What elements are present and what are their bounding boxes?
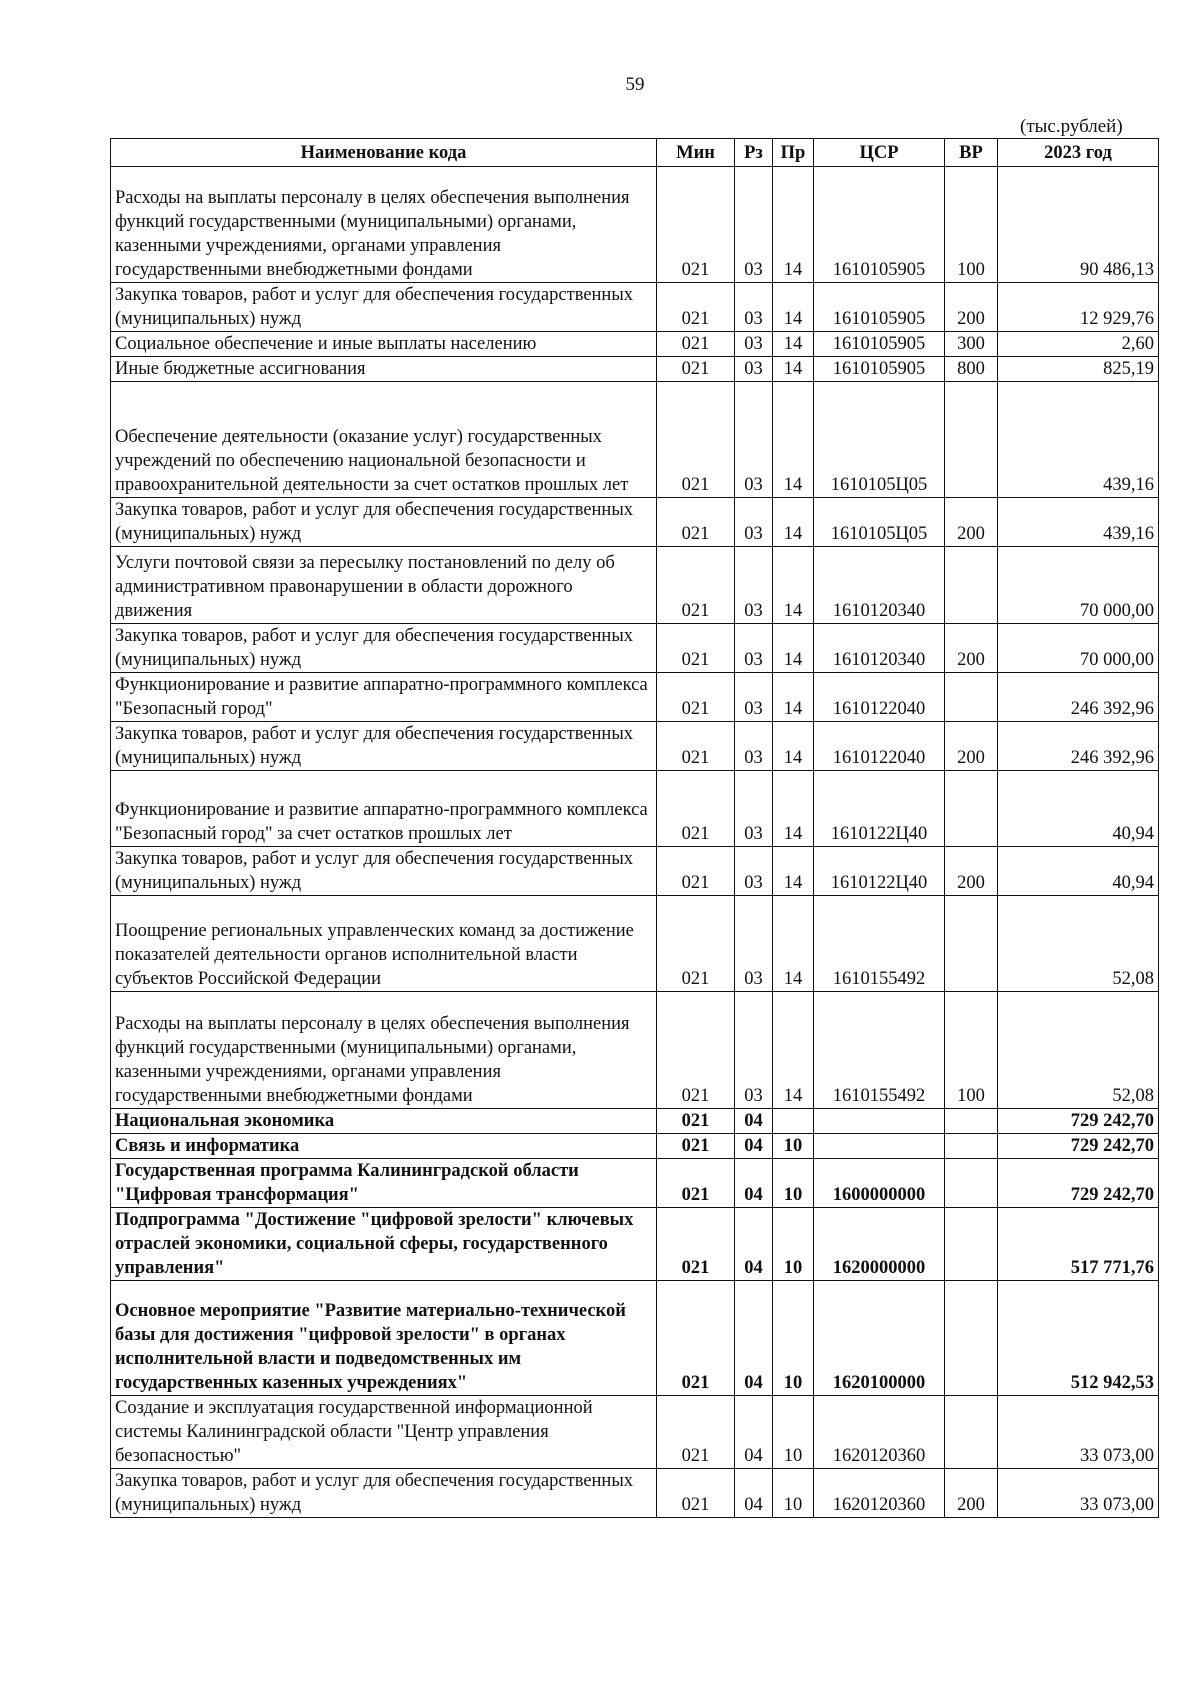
cell-csr: 1600000000 bbox=[814, 1159, 945, 1208]
cell-sum: 2,60 bbox=[998, 332, 1159, 357]
cell-sum: 52,08 bbox=[998, 992, 1159, 1109]
cell-name: Подпрограмма "Достижение "цифровой зрелости" ключевых отраслей экономики, социальной сферы, государственного управления" bbox=[111, 1208, 657, 1281]
cell-name: Государственная программа Калининградской области "Цифровая трансформация" bbox=[111, 1159, 657, 1208]
cell-name: Обеспечение деятельности (оказание услуг) государственных учреждений по обеспечению национальной безопасности и правоохранительной деятельности за счет остатков прошлых лет bbox=[111, 382, 657, 498]
cell-pr: 14 bbox=[773, 847, 814, 896]
cell-pr: 10 bbox=[773, 1281, 814, 1396]
cell-csr: 1610105Ц05 bbox=[814, 498, 945, 547]
cell-vr bbox=[945, 1208, 998, 1281]
cell-min: 021 bbox=[657, 167, 735, 283]
header-vr: ВР bbox=[945, 139, 998, 167]
cell-rz: 04 bbox=[735, 1469, 773, 1518]
cell-rz: 03 bbox=[735, 896, 773, 992]
cell-sum: 517 771,76 bbox=[998, 1208, 1159, 1281]
cell-vr bbox=[945, 896, 998, 992]
cell-sum: 12 929,76 bbox=[998, 283, 1159, 332]
cell-vr bbox=[945, 1134, 998, 1159]
cell-rz: 04 bbox=[735, 1281, 773, 1396]
header-name: Наименование кода bbox=[111, 139, 657, 167]
cell-rz: 03 bbox=[735, 992, 773, 1109]
table-row bbox=[111, 167, 1159, 283]
cell-sum: 825,19 bbox=[998, 357, 1159, 382]
header-row bbox=[111, 139, 1159, 167]
table-body bbox=[111, 167, 1159, 1518]
cell-csr: 1610105905 bbox=[814, 332, 945, 357]
cell-csr: 1610122Ц40 bbox=[814, 771, 945, 847]
cell-name: Закупка товаров, работ и услуг для обеспечения государственных (муниципальных) нужд bbox=[111, 624, 657, 673]
cell-vr bbox=[945, 382, 998, 498]
cell-min: 021 bbox=[657, 382, 735, 498]
cell-name: Иные бюджетные ассигнования bbox=[111, 357, 657, 382]
cell-sum: 40,94 bbox=[998, 771, 1159, 847]
header-pr: Пр bbox=[773, 139, 814, 167]
cell-name: Закупка товаров, работ и услуг для обеспечения государственных (муниципальных) нужд bbox=[111, 283, 657, 332]
cell-pr: 14 bbox=[773, 722, 814, 771]
cell-csr: 1610105905 bbox=[814, 283, 945, 332]
cell-min: 021 bbox=[657, 1469, 735, 1518]
cell-vr: 200 bbox=[945, 624, 998, 673]
cell-rz: 04 bbox=[735, 1134, 773, 1159]
cell-vr bbox=[945, 771, 998, 847]
cell-sum: 729 242,70 bbox=[998, 1109, 1159, 1134]
table-row bbox=[111, 1134, 1159, 1159]
cell-name: Основное мероприятие "Развитие материально-технической базы для достижения "цифровой зрелости" в органах исполнительной власти и подведомственных им государственных казенных учреждениях" bbox=[111, 1281, 657, 1396]
table-row bbox=[111, 382, 1159, 498]
cell-rz: 03 bbox=[735, 382, 773, 498]
cell-min: 021 bbox=[657, 847, 735, 896]
table-row bbox=[111, 332, 1159, 357]
cell-min: 021 bbox=[657, 673, 735, 722]
cell-pr: 14 bbox=[773, 382, 814, 498]
cell-rz: 03 bbox=[735, 771, 773, 847]
cell-sum: 729 242,70 bbox=[998, 1159, 1159, 1208]
cell-vr: 100 bbox=[945, 167, 998, 283]
cell-csr: 1610122040 bbox=[814, 673, 945, 722]
cell-csr: 1610122040 bbox=[814, 722, 945, 771]
cell-csr: 1610155492 bbox=[814, 896, 945, 992]
header-csr: ЦСР bbox=[814, 139, 945, 167]
cell-vr: 100 bbox=[945, 992, 998, 1109]
cell-min: 021 bbox=[657, 1208, 735, 1281]
header-year: 2023 год bbox=[998, 139, 1159, 167]
cell-pr: 10 bbox=[773, 1208, 814, 1281]
cell-min: 021 bbox=[657, 722, 735, 771]
cell-pr: 14 bbox=[773, 992, 814, 1109]
cell-min: 021 bbox=[657, 1281, 735, 1396]
cell-pr: 10 bbox=[773, 1134, 814, 1159]
cell-min: 021 bbox=[657, 1159, 735, 1208]
cell-vr: 800 bbox=[945, 357, 998, 382]
units-label: (тыс.рублей) bbox=[1020, 116, 1123, 137]
cell-csr: 1610155492 bbox=[814, 992, 945, 1109]
table-row bbox=[111, 357, 1159, 382]
cell-pr: 10 bbox=[773, 1159, 814, 1208]
cell-name: Связь и информатика bbox=[111, 1134, 657, 1159]
table-row bbox=[111, 498, 1159, 547]
cell-min: 021 bbox=[657, 1396, 735, 1469]
cell-rz: 03 bbox=[735, 283, 773, 332]
cell-min: 021 bbox=[657, 771, 735, 847]
cell-rz: 03 bbox=[735, 547, 773, 624]
cell-sum: 40,94 bbox=[998, 847, 1159, 896]
cell-pr: 14 bbox=[773, 498, 814, 547]
cell-name: Расходы на выплаты персоналу в целях обеспечения выполнения функций государственными (муниципальными) органами, казенными учреждениями, органами управления государственными внебюджетными фондами bbox=[111, 992, 657, 1109]
cell-name: Социальное обеспечение и иные выплаты населению bbox=[111, 332, 657, 357]
table-row bbox=[111, 771, 1159, 847]
table-row bbox=[111, 1109, 1159, 1134]
cell-name: Функционирование и развитие аппаратно-программного комплекса "Безопасный город" bbox=[111, 673, 657, 722]
table-row bbox=[111, 624, 1159, 673]
cell-rz: 03 bbox=[735, 498, 773, 547]
cell-min: 021 bbox=[657, 896, 735, 992]
table-row bbox=[111, 896, 1159, 992]
cell-rz: 04 bbox=[735, 1396, 773, 1469]
cell-vr bbox=[945, 1159, 998, 1208]
cell-vr: 200 bbox=[945, 283, 998, 332]
cell-min: 021 bbox=[657, 992, 735, 1109]
cell-sum: 439,16 bbox=[998, 382, 1159, 498]
cell-name: Расходы на выплаты персоналу в целях обеспечения выполнения функций государственными (муниципальными) органами, казенными учреждениями, органами управления государственными внебюджетными фондами bbox=[111, 167, 657, 283]
cell-min: 021 bbox=[657, 547, 735, 624]
cell-csr: 1610120340 bbox=[814, 624, 945, 673]
cell-name: Закупка товаров, работ и услуг для обеспечения государственных (муниципальных) нужд bbox=[111, 1469, 657, 1518]
cell-name: Поощрение региональных управленческих команд за достижение показателей деятельности органов исполнительной власти субъектов Российской Федерации bbox=[111, 896, 657, 992]
table-row bbox=[111, 1396, 1159, 1469]
cell-vr: 200 bbox=[945, 498, 998, 547]
cell-name: Закупка товаров, работ и услуг для обеспечения государственных (муниципальных) нужд bbox=[111, 498, 657, 547]
table-row bbox=[111, 992, 1159, 1109]
table-row bbox=[111, 1281, 1159, 1396]
cell-sum: 33 073,00 bbox=[998, 1469, 1159, 1518]
cell-vr: 200 bbox=[945, 847, 998, 896]
cell-pr: 14 bbox=[773, 357, 814, 382]
cell-name: Функционирование и развитие аппаратно-программного комплекса "Безопасный город" за счет остатков прошлых лет bbox=[111, 771, 657, 847]
cell-pr: 14 bbox=[773, 547, 814, 624]
table-row bbox=[111, 1469, 1159, 1518]
table-row bbox=[111, 1208, 1159, 1281]
table-row bbox=[111, 722, 1159, 771]
table-row bbox=[111, 847, 1159, 896]
cell-pr: 10 bbox=[773, 1469, 814, 1518]
cell-rz: 03 bbox=[735, 673, 773, 722]
cell-csr: 1620120360 bbox=[814, 1469, 945, 1518]
cell-pr bbox=[773, 1109, 814, 1134]
page-number: 59 bbox=[625, 74, 645, 95]
table-row bbox=[111, 673, 1159, 722]
cell-csr bbox=[814, 1134, 945, 1159]
cell-sum: 439,16 bbox=[998, 498, 1159, 547]
cell-name: Услуги почтовой связи за пересылку постановлений по делу об административном правонарушении в области дорожного движения bbox=[111, 547, 657, 624]
cell-vr bbox=[945, 1109, 998, 1134]
cell-csr: 1620000000 bbox=[814, 1208, 945, 1281]
cell-pr: 14 bbox=[773, 771, 814, 847]
cell-pr: 10 bbox=[773, 1396, 814, 1469]
cell-min: 021 bbox=[657, 357, 735, 382]
cell-rz: 04 bbox=[735, 1109, 773, 1134]
cell-csr: 1610122Ц40 bbox=[814, 847, 945, 896]
cell-sum: 70 000,00 bbox=[998, 624, 1159, 673]
cell-vr bbox=[945, 547, 998, 624]
cell-sum: 70 000,00 bbox=[998, 547, 1159, 624]
cell-csr bbox=[814, 1109, 945, 1134]
cell-sum: 33 073,00 bbox=[998, 1396, 1159, 1469]
cell-min: 021 bbox=[657, 332, 735, 357]
cell-min: 021 bbox=[657, 1134, 735, 1159]
cell-sum: 246 392,96 bbox=[998, 673, 1159, 722]
cell-sum: 52,08 bbox=[998, 896, 1159, 992]
table-row bbox=[111, 1159, 1159, 1208]
cell-pr: 14 bbox=[773, 167, 814, 283]
cell-vr bbox=[945, 1281, 998, 1396]
cell-vr: 200 bbox=[945, 722, 998, 771]
cell-pr: 14 bbox=[773, 624, 814, 673]
cell-min: 021 bbox=[657, 498, 735, 547]
cell-csr: 1610105905 bbox=[814, 357, 945, 382]
cell-rz: 03 bbox=[735, 357, 773, 382]
cell-csr: 1610105905 bbox=[814, 167, 945, 283]
table-row bbox=[111, 283, 1159, 332]
header-rz: Рз bbox=[735, 139, 773, 167]
budget-table bbox=[110, 138, 1159, 1518]
cell-min: 021 bbox=[657, 624, 735, 673]
cell-sum: 729 242,70 bbox=[998, 1134, 1159, 1159]
cell-sum: 90 486,13 bbox=[998, 167, 1159, 283]
cell-min: 021 bbox=[657, 1109, 735, 1134]
cell-csr: 1610120340 bbox=[814, 547, 945, 624]
table-row bbox=[111, 547, 1159, 624]
cell-rz: 03 bbox=[735, 624, 773, 673]
cell-name: Национальная экономика bbox=[111, 1109, 657, 1134]
cell-name: Создание и эксплуатация государственной информационной системы Калининградской области "Центр управления безопасностью" bbox=[111, 1396, 657, 1469]
cell-vr bbox=[945, 1396, 998, 1469]
cell-min: 021 bbox=[657, 283, 735, 332]
cell-pr: 14 bbox=[773, 896, 814, 992]
cell-pr: 14 bbox=[773, 283, 814, 332]
cell-pr: 14 bbox=[773, 673, 814, 722]
cell-sum: 512 942,53 bbox=[998, 1281, 1159, 1396]
cell-rz: 04 bbox=[735, 1159, 773, 1208]
cell-sum: 246 392,96 bbox=[998, 722, 1159, 771]
cell-rz: 03 bbox=[735, 167, 773, 283]
cell-pr: 14 bbox=[773, 332, 814, 357]
cell-rz: 03 bbox=[735, 332, 773, 357]
cell-vr bbox=[945, 673, 998, 722]
cell-rz: 03 bbox=[735, 847, 773, 896]
cell-rz: 04 bbox=[735, 1208, 773, 1281]
cell-vr: 300 bbox=[945, 332, 998, 357]
cell-rz: 03 bbox=[735, 722, 773, 771]
cell-vr: 200 bbox=[945, 1469, 998, 1518]
cell-name: Закупка товаров, работ и услуг для обеспечения государственных (муниципальных) нужд bbox=[111, 722, 657, 771]
header-min: Мин bbox=[657, 139, 735, 167]
cell-csr: 1620100000 bbox=[814, 1281, 945, 1396]
cell-name: Закупка товаров, работ и услуг для обеспечения государственных (муниципальных) нужд bbox=[111, 847, 657, 896]
cell-csr: 1610105Ц05 bbox=[814, 382, 945, 498]
cell-csr: 1620120360 bbox=[814, 1396, 945, 1469]
